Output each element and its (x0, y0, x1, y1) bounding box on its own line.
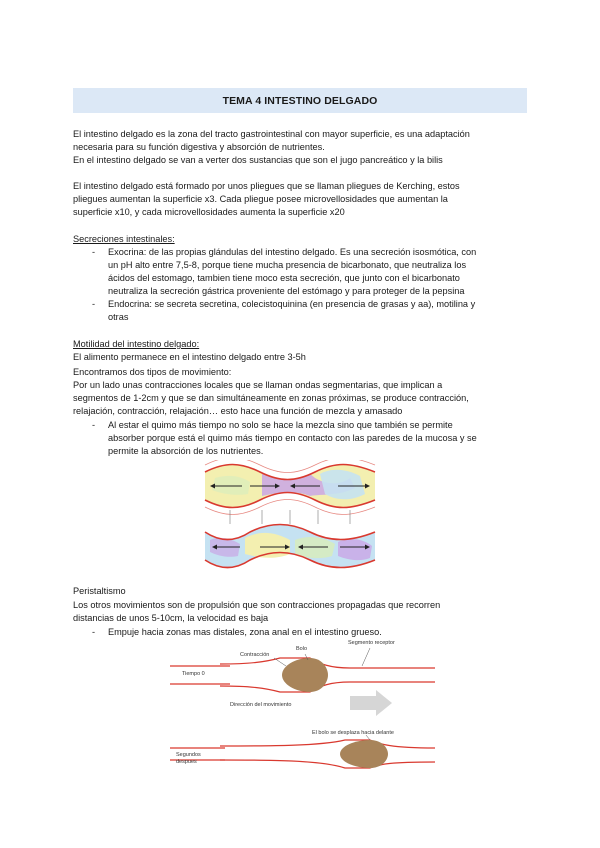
bullet-dash: - (92, 627, 96, 637)
paragraph-line: pliegues aumentan la superficie x3. Cada pliegue posee microvellosidades que aumentan la (73, 194, 448, 204)
title-banner (73, 88, 527, 113)
section-heading-motilidad: Motilidad del intestino delgado: (73, 339, 200, 349)
paragraph-line: distancias de unos 5-10cm, la velocidad es baja (73, 613, 269, 623)
bullet-dash: - (92, 420, 96, 430)
bullet-line: permite la absorción de los nutrientes. (108, 446, 264, 456)
section-heading-peristaltismo: Peristaltismo (73, 586, 126, 596)
paragraph-line: necesaria para su función digestiva y absorción de nutrientes. (73, 142, 325, 152)
page-title: TEMA 4 INTESTINO DELGADO (222, 94, 378, 107)
bullet-line: un pH alto entre 7,5-8, porque tiene mucha presencia de bicarbonato, que neutraliza los (108, 260, 467, 270)
bullet-line: Exocrina: de las propias glándulas del intestino delgado. Es una secreción isosmótica, con (108, 247, 477, 257)
bullet-line: absorber porque está el quimo más tiempo en contacto con las paredes de la mucosa y se (108, 433, 477, 443)
label-contraccion: Contracción (240, 652, 270, 658)
bullet-line: neutraliza la secreción gástrica proveniente del estómago y para proteger de la pepsina (108, 286, 465, 296)
paragraph-line: El intestino delgado es la zona del tracto gastrointestinal con mayor superficie, es una adaptación (73, 129, 470, 139)
bullet-line: Endocrina: se secreta secretina, colecistoquinina (en presencia de grasas y aa), motilina y (108, 299, 476, 309)
label-segmento-receptor: Segmento receptor (348, 640, 395, 646)
paragraph-line: Los otros movimientos son de propulsión que son contracciones propagadas que recorren (73, 600, 441, 610)
bullet-line: Empuje hacia zonas mas distales, zona anal en el intestino grueso. (108, 627, 382, 637)
segmentation-tube-bottom (205, 525, 375, 568)
paragraph-line: Por un lado unas contracciones locales que se llaman ondas segmentarias, que implican a (73, 380, 443, 390)
label-tiempo0: Tiempo 0 (182, 671, 205, 677)
bullet-dash: - (92, 247, 96, 257)
bullet-dash: - (92, 299, 96, 309)
paragraph-line: El alimento permanece en el intestino delgado entre 3-5h (73, 352, 306, 362)
peristalsis-figure (170, 636, 440, 776)
paragraph-line: El intestino delgado está formado por unos pliegues que se llaman pliegues de Kerching, estos (73, 181, 460, 191)
paragraph-line: superficie x10, y cada microvellosidades aumenta la superficie x20 (73, 207, 345, 217)
paragraph-line: segmentos de 1-2cm y que se dan simultáneamente en zonas próximas, se produce contracción, (73, 393, 469, 403)
peristalsis-tube-later (170, 735, 435, 768)
paragraph-line: relajación, contracción, relajación… esto hace una función de mezcla y amasado (73, 406, 403, 416)
paragraph-line: Encontramos dos tipos de movimiento: (73, 367, 232, 377)
peristalsis-tube-time0 (170, 648, 435, 692)
section-heading-secreciones: Secreciones intestinales: (73, 234, 175, 244)
bullet-line: otras (108, 312, 129, 322)
label-direccion: Dirección del movimiento (230, 702, 292, 708)
paragraph-line: En el intestino delgado se van a verter dos sustancias que son el jugo pancreático y la bilis (73, 155, 443, 165)
direction-arrow-icon (350, 690, 392, 716)
segmentation-tube-top (205, 460, 375, 515)
label-bolo-desplaza: El bolo se desplaza hacia delante (312, 730, 394, 736)
label-bolo: Bolo (296, 646, 308, 652)
bullet-line: Al estar el quimo más tiempo no solo se hace la mezcla sino que también se permite (108, 420, 453, 430)
segmentation-figure (200, 460, 380, 572)
label-despues: despues (176, 759, 197, 765)
bullet-line: ácidos del estomago, tambien tiene moco esta secreción, que junto con el bicarbonato (108, 273, 460, 283)
label-segundos: Segundos (176, 752, 201, 758)
